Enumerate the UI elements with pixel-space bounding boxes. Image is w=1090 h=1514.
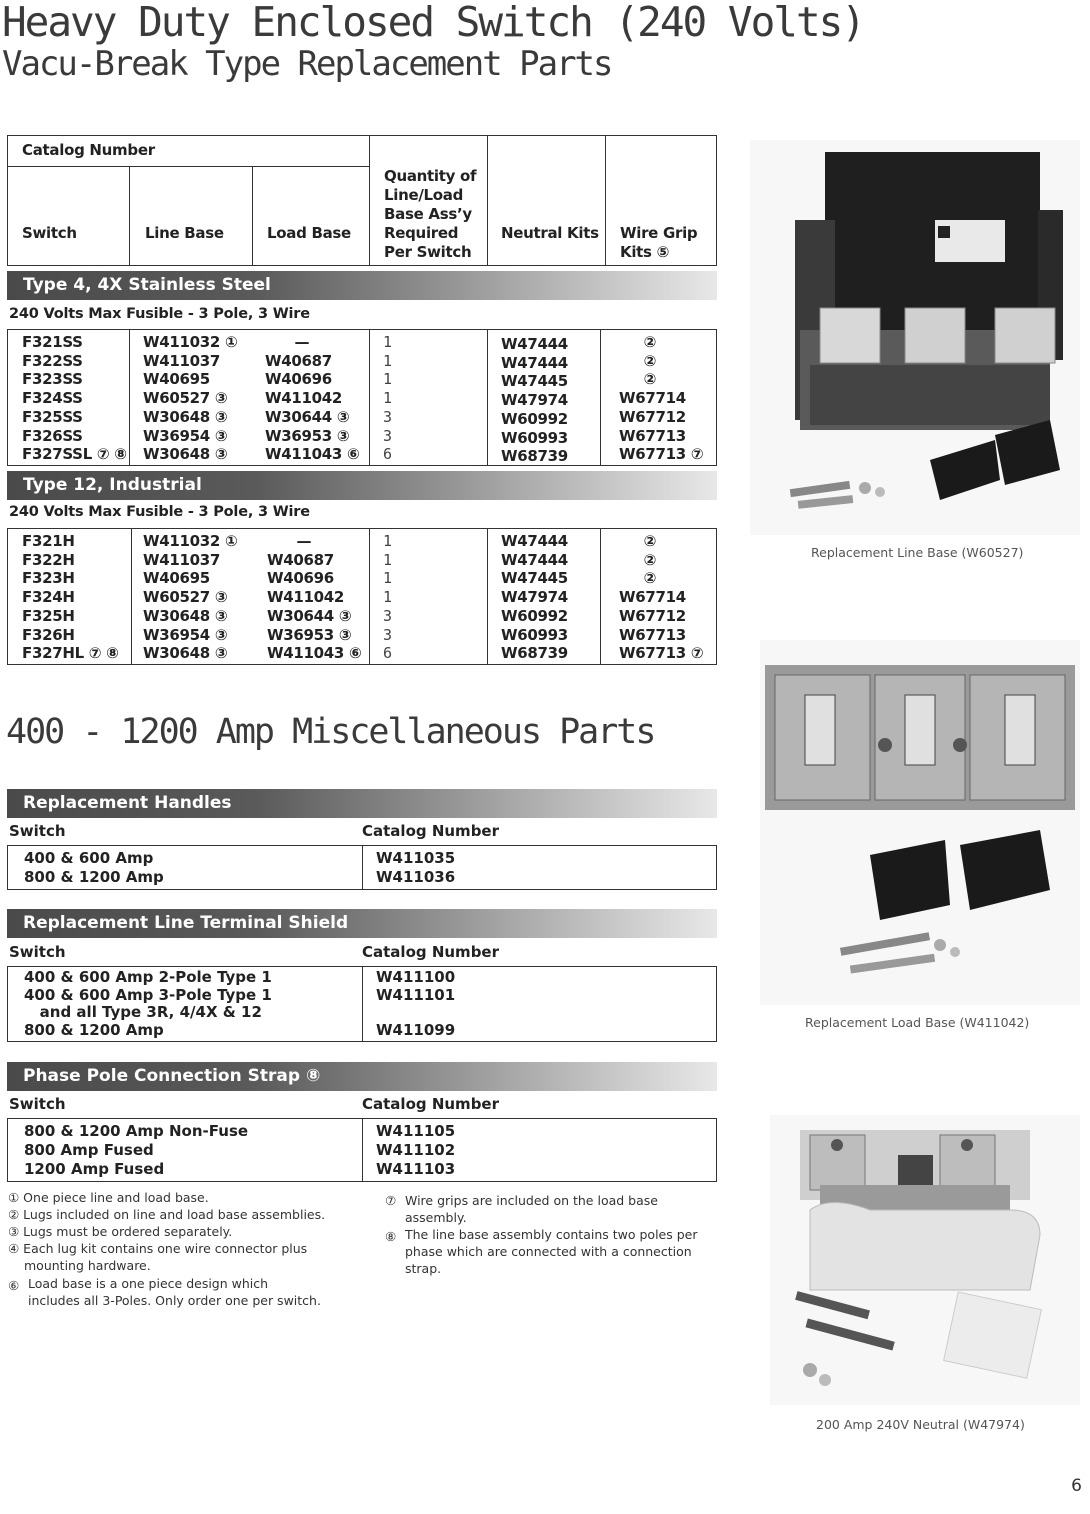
page-title: Heavy Duty Enclosed Switch (240 Volts) (2, 0, 864, 46)
type12-quantity-column: 1 1 1 1 3 3 6 (383, 532, 392, 663)
strap-catalog-column: W411105 W411102 W411103 (376, 1122, 456, 1178)
section-bar-strap: Phase Pole Connection Strap ⑧ (7, 1062, 717, 1091)
table-shield (7, 966, 717, 1042)
footnote-7-line1: Wire grips are included on the load base (405, 1193, 658, 1208)
type12-load-base-column: — W40687 W40696 W411042 W30644 ③ W36953 ③ W411043 ⑥ (267, 532, 362, 663)
header-neutral-kits: Neutral Kits (501, 224, 599, 242)
type12-wire-grip-column: ② ② ② W67714 W67712 W67713 W67713 ⑦ (619, 532, 704, 663)
page-subtitle: Vacu-Break Type Replacement Parts (2, 44, 612, 84)
footnote-1: ① One piece line and load base. (8, 1190, 209, 1205)
footnote-8-line2: phase which are connected with a connection (405, 1244, 692, 1259)
page-number: 6 (1071, 1476, 1082, 1496)
type12-switch-column: F321H F322H F323H F324H F325H F326H F327HL ⑦ ⑧ (22, 532, 119, 663)
shield-switch-column: 400 & 600 Amp 2-Pole Type 1 400 & 600 Amp 3-Pole Type 1 and all Type 3R, 4/4X & 12 800 & 1200 Amp (24, 968, 272, 1039)
footnotes-right (385, 1192, 720, 1277)
type4-switch-column: F321SS F322SS F323SS F324SS F325SS F326SS F327SSL ⑦ ⑧ (22, 333, 127, 464)
footnote-2: ② Lugs included on line and load base assemblies. (8, 1207, 326, 1222)
type4-quantity-column: 1 1 1 1 3 3 6 (383, 333, 392, 464)
footnote-7 (385, 1192, 720, 1226)
section-subtitle-type12: 240 Volts Max Fusible - 3 Pole, 3 Wire (9, 504, 310, 520)
table-type12 (7, 528, 717, 665)
misc-parts-title: 400 - 1200 Amp Miscellaneous Parts (6, 712, 655, 752)
footnote-6-line1: Load base is a one piece design which (28, 1276, 269, 1291)
handles-switch-column: 400 & 600 Amp 800 & 1200 Amp (24, 849, 164, 886)
footnote-4: ④ Each lug kit contains one wire connector plus (8, 1241, 308, 1256)
strap-catalog-label: Catalog Number (362, 1095, 499, 1113)
footnote-6 (8, 1275, 353, 1309)
footnote-4-cont: mounting hardware. (24, 1258, 151, 1273)
footnotes-left (8, 1189, 353, 1309)
strap-switch-column: 800 & 1200 Amp Non-Fuse 800 Amp Fused 1200 Amp Fused (24, 1122, 249, 1178)
header-switch: Switch (22, 224, 77, 242)
header-load-base: Load Base (267, 224, 351, 242)
footnote-3: ③ Lugs must be ordered separately. (8, 1224, 233, 1239)
handles-switch-label: Switch (9, 822, 66, 840)
table-header (7, 135, 717, 266)
type4-line-base-column: W411032 ① W411037 W40695 W60527 ③ W30648 ③ W36954 ③ W30648 ③ (143, 333, 238, 464)
caption-load-base: Replacement Load Base (W411042) (805, 1015, 1030, 1030)
header-wire-grip: Wire Grip Kits ⑤ (620, 224, 698, 261)
line-base-photo (750, 140, 1080, 535)
handles-catalog-label: Catalog Number (362, 822, 499, 840)
section-bar-type4: Type 4, 4X Stainless Steel (7, 271, 717, 300)
section-bar-handles: Replacement Handles (7, 789, 717, 818)
neutral-photo (770, 1115, 1080, 1405)
header-quantity: Quantity of Line/Load Base Ass’y Required Per Switch (384, 167, 477, 261)
type12-neutral-column: W47444 W47444 W47445 W47974 W60992 W60993 W68739 (501, 532, 568, 663)
strap-switch-label: Switch (9, 1095, 66, 1113)
table-type4 (7, 329, 717, 466)
section-subtitle-type4: 240 Volts Max Fusible - 3 Pole, 3 Wire (9, 306, 310, 322)
header-line-base: Line Base (145, 224, 224, 242)
footnote-7-marker: ⑦ (385, 1193, 397, 1208)
footnote-8-line1: The line base assembly contains two poles per (405, 1227, 698, 1242)
load-base-photo (760, 640, 1080, 1005)
footnote-6-marker: ⑥ (8, 1278, 20, 1293)
caption-line-base: Replacement Line Base (W60527) (811, 545, 1024, 560)
type12-line-base-column: W411032 ① W411037 W40695 W60527 ③ W30648 ③ W36954 ③ W30648 ③ (143, 532, 238, 663)
section-bar-type12: Type 12, Industrial (7, 471, 717, 500)
footnote-6-line2: includes all 3-Poles. Only order one per switch. (28, 1293, 321, 1308)
footnote-7-line2: assembly. (405, 1210, 467, 1225)
section-bar-shield: Replacement Line Terminal Shield (7, 909, 717, 938)
type4-wire-grip-column: ② ② ② W67714 W67712 W67713 W67713 ⑦ (619, 333, 704, 464)
header-catalog-number: Catalog Number (22, 141, 155, 159)
type4-neutral-column: W47444 W47444 W47445 W47974 W60992 W60993 W68739 (501, 335, 568, 466)
type4-load-base-column: — W40687 W40696 W411042 W30644 ③ W36953 ③ W411043 ⑥ (265, 333, 360, 464)
table-strap (7, 1118, 717, 1182)
caption-neutral: 200 Amp 240V Neutral (W47974) (816, 1417, 1025, 1432)
shield-switch-label: Switch (9, 943, 66, 961)
shield-catalog-column: W411100 W411101 W411099 (376, 968, 456, 1039)
handles-catalog-column: W411035 W411036 (376, 849, 456, 886)
shield-catalog-label: Catalog Number (362, 943, 499, 961)
footnote-8-marker: ⑧ (385, 1229, 397, 1244)
table-handles (7, 845, 717, 890)
footnote-8 (385, 1226, 720, 1277)
footnote-8-line3: strap. (405, 1261, 442, 1276)
